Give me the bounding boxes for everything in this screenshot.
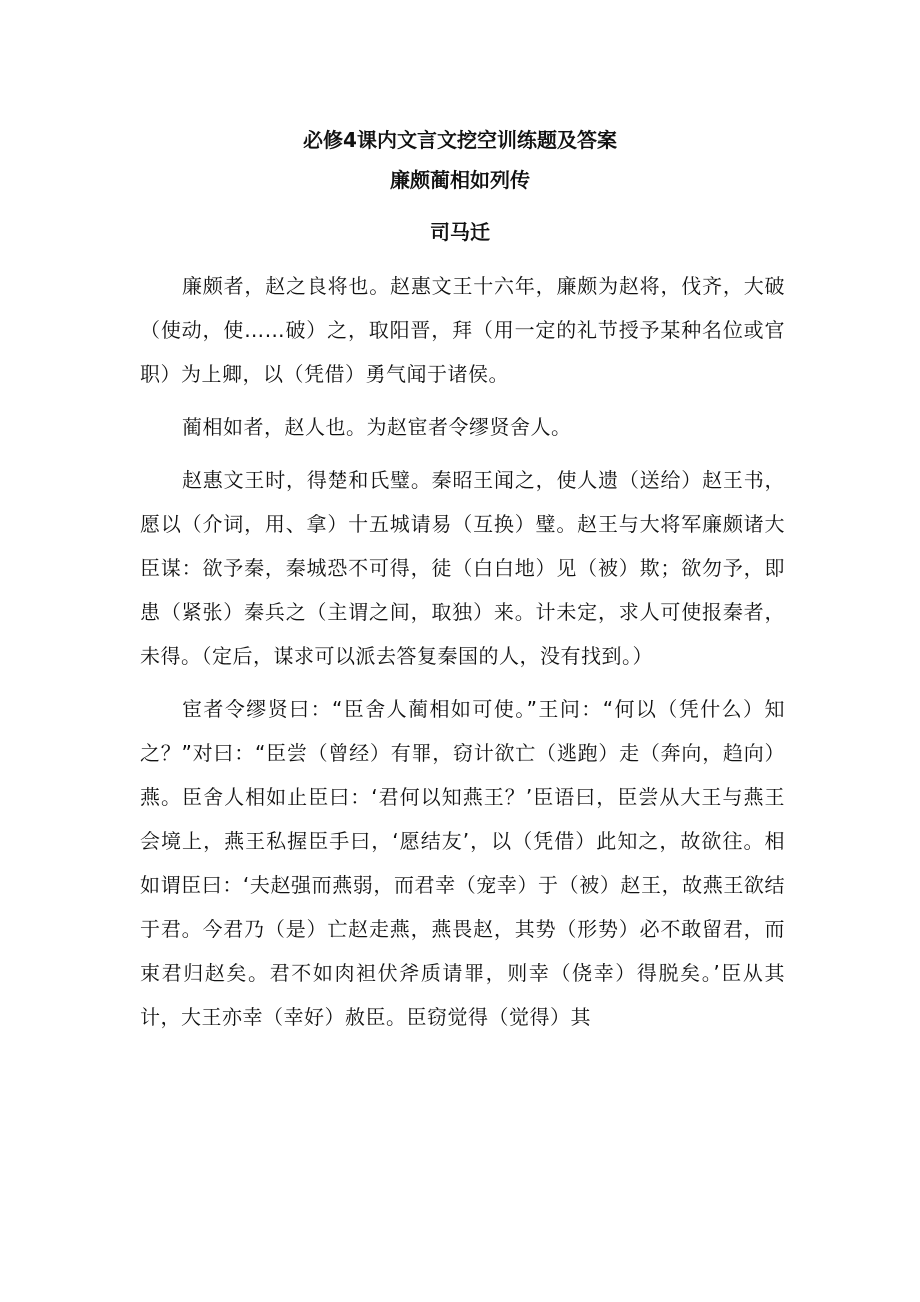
paragraph-2: 蔺相如者，赵人也。为赵宦者令缪贤舍人。: [182, 415, 572, 439]
paragraph-1: 廉颇者，赵之良将也。赵惠文王十六年，廉颇为赵将，伐齐，大破（使动，使……破）之，取阳晋，拜（用一定的礼节授予某种名位或官职）为上卿，以（凭借）勇气闻于诸侯。: [140, 274, 785, 386]
paragraph-3: 赵惠文王时，得楚和氏璧。秦昭王闻之，使人遗（送给）赵王书，愿以（介词，用、拿）十五城请易（互换）璧。赵王与大将军廉颇诸大臣谋：欲予秦，秦城恐不可得，徒（白白地）见（被）欺；欲勿予，即患（紧张）秦兵之（主谓之间，取独）来。计未定，求人可使报秦者，未得。（定后，谋求可以派去答复秦国的人，没有找到。）: [140, 468, 785, 668]
paragraph-4: 宦者令缪贤曰：“臣舍人蔺相如可使。”王问：“何以（凭什么）知之？”对曰：“臣尝（曾经）有罪，窃计欲亡（逃跑）走（奔向，趋向）燕。臣舍人相如止臣曰：‘君何以知燕王？’臣语曰，臣尝从大王与燕王会境上，燕王私握臣手曰，‘愿结友’，以（凭借）此知之，故欲往。相如谓臣曰：‘夫赵强而燕弱，而君幸（宠幸）于（被）赵王，故燕王欲结于君。今君乃（是）亡赵走燕，燕畏赵，其势（形势）必不敢留君，而束君归赵矣。君不如肉袒伏斧质请罪，则幸（侥幸）得脱矣。’臣从其计，大王亦幸（幸好）赦臣。臣窃觉得（觉得）其: [140, 697, 785, 1029]
document-subtitle: 廉颇蔺相如列传: [390, 168, 530, 192]
document-author: 司马迁: [430, 220, 490, 244]
document-body: [140, 264, 785, 1048]
document-title: 必修4课内文言文挖空训练题及答案: [303, 128, 617, 152]
